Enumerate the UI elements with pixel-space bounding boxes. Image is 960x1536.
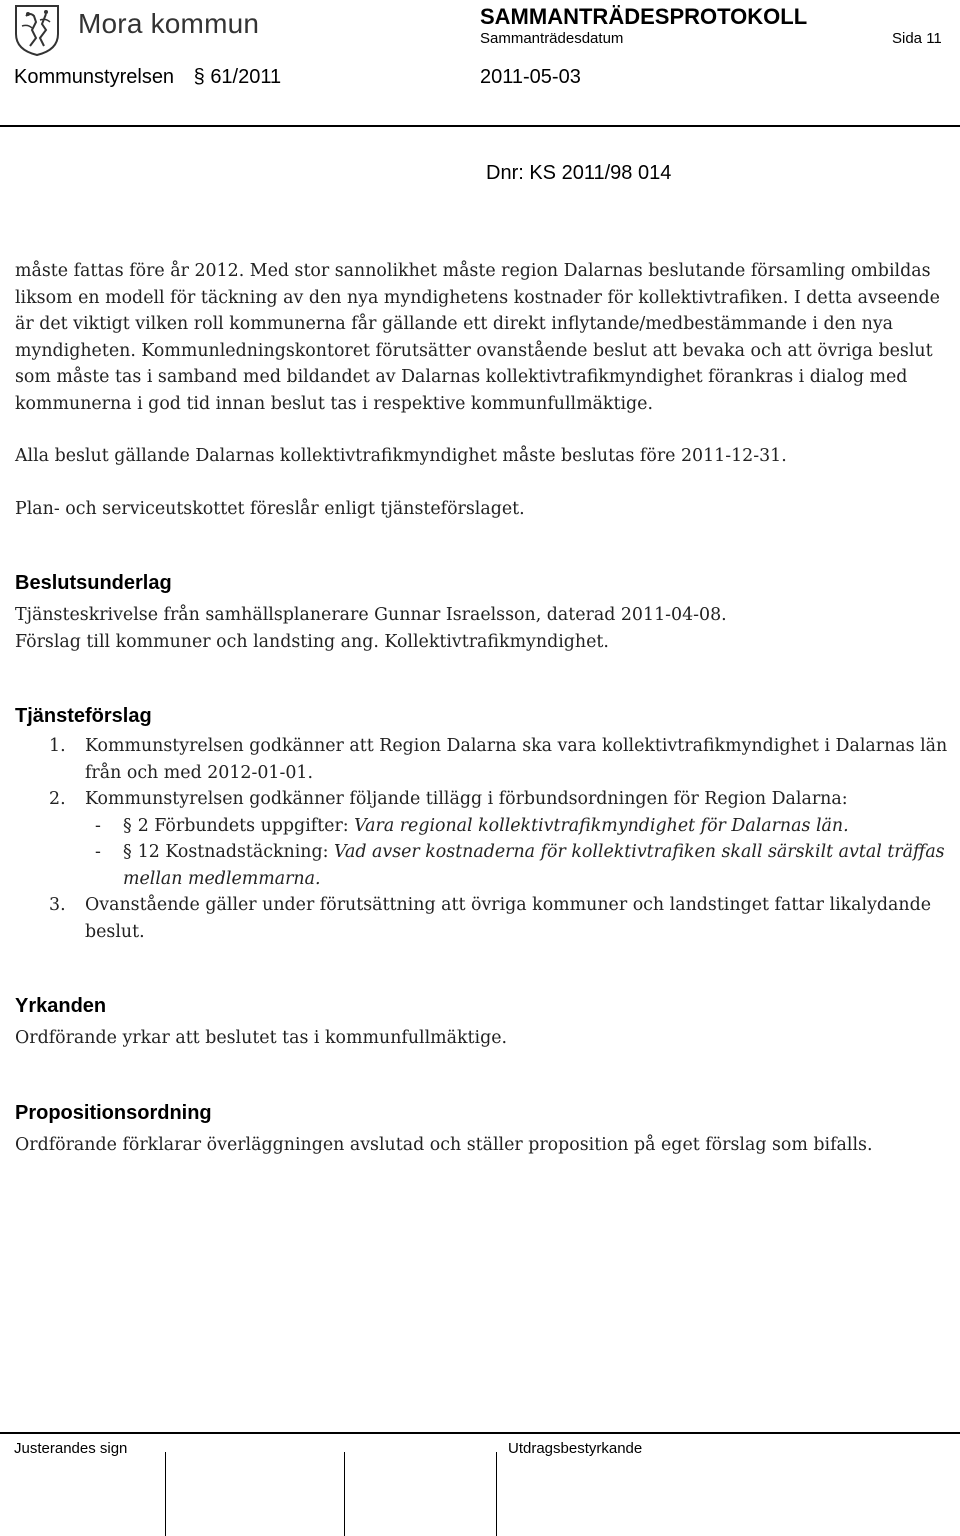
page-number: Sida 11 (892, 30, 942, 47)
header-divider (0, 125, 960, 127)
protocol-body (15, 258, 950, 1158)
justerandes-sign-label: Justerandes sign (14, 1440, 128, 1457)
dash: - (95, 842, 101, 862)
signature-box-divider (165, 1452, 166, 1536)
beslutsunderlag-item-2: Förslag till kommuner och landsting ang. Kollektivtrafikmyndighet. (15, 631, 609, 652)
heading-propositionsordning: Propositionsordning (15, 1101, 212, 1124)
document-type: SAMMANTRÄDESPROTOKOLL (480, 4, 808, 29)
beslutsunderlag-item-1: Tjänsteskrivelse från samhällsplanerare Gunnar Israelsson, daterad 2011-04-08. (15, 605, 727, 625)
meeting-date: 2011-05-03 (480, 66, 581, 88)
section-symbol: § (193, 66, 205, 88)
heading-tjansteforslag: Tjänsteförslag (15, 705, 152, 727)
subitem-label: 2 Förbundets uppgifter: (137, 815, 349, 836)
proposal-number: 3. (49, 895, 66, 915)
section-symbol: § (123, 815, 132, 836)
proposal-text: Kommunstyrelsen godkänner att Region Dalarna ska vara kollektivtrafikmyndighet i Dalarnas län från och med 2012-01-01. (85, 736, 948, 783)
mora-kommun-coat-of-arms-icon (12, 4, 62, 56)
signature-box-divider (344, 1452, 345, 1536)
heading-yrkanden: Yrkanden (15, 995, 107, 1017)
section-symbol: § (123, 842, 132, 862)
proposal-item-2 (15, 786, 950, 813)
yrkanden-text: Ordförande yrkar att beslutet tas i kommunfullmäktige. (15, 1028, 508, 1048)
proposal-text: Kommunstyrelsen godkänner följande tillägg i förbundsordningen för Region Dalarna: (85, 789, 848, 809)
proposal-item-3 (15, 892, 950, 945)
footer-divider (0, 1432, 960, 1434)
org-name: Mora kommun (78, 8, 260, 39)
proposal-number: 1. (49, 736, 66, 756)
meeting-date-label: Sammanträdesdatum (480, 30, 624, 47)
body-paragraph-3: Plan- och serviceutskottet föreslår enligt tjänsteförslaget. (15, 498, 525, 519)
utdragsbestyrkande-label: Utdragsbestyrkande (508, 1440, 643, 1457)
dash: - (95, 815, 101, 836)
proposal-text: Ovanstående gäller under förutsättning att övriga kommuner och landstinget fattar likalydande beslut. (85, 895, 932, 942)
propositionsordning-text: Ordförande förklarar överläggningen avslutad och ställer proposition på eget förslag som bifalls. (15, 1134, 873, 1155)
subitem-label: 12 Kostnadstäckning: (137, 842, 329, 862)
proposal-item-1 (15, 733, 950, 786)
body-paragraph-1: måste fattas före år 2012. Med stor sannolikhet måste region Dalarnas beslutande församling ombildas liksom en modell för täckning av den nya myndighetens kostnader för kollektivtrafiken. I detta avseende är det viktigt vilken roll kommunerna får gällande ett direkt inflytande/medbestämmande i den nya myndigheten. Kommunledningskontoret förutsätter ovanstående beslut att bevaka och att övriga beslut som måste tas i samband med bildandet av Dalarnas kollektivtrafikmyndighet förankras i dialog med kommunerna i god tid innan beslut tas i respektive kommunfullmäktige. (15, 261, 940, 414)
board-section-line (14, 66, 281, 89)
board-name: Kommunstyrelsen (14, 66, 175, 88)
subitem-text: Vara regional kollektivtrafikmyndighet för Dalarnas län. (354, 815, 849, 836)
subitem-text: Vad avser kostnaderna för kollektivtrafiken skall särskilt avtal träffas mellan medlemmarna. (123, 842, 945, 889)
body-paragraph-2: Alla beslut gällande Dalarnas kollektivtrafikmyndighet måste beslutas före 2011-12-31. (15, 446, 787, 466)
proposal-subitem-2 (15, 839, 950, 892)
section-number: 61/2011 (210, 66, 282, 88)
proposal-number: 2. (49, 789, 66, 809)
signature-box-divider (496, 1452, 497, 1536)
proposal-list-continued (15, 892, 950, 945)
case-number: Dnr: KS 2011/98 014 (486, 162, 672, 184)
proposal-list (15, 733, 950, 813)
proposal-subitem-1 (15, 813, 950, 840)
heading-beslutsunderlag: Beslutsunderlag (15, 572, 172, 594)
